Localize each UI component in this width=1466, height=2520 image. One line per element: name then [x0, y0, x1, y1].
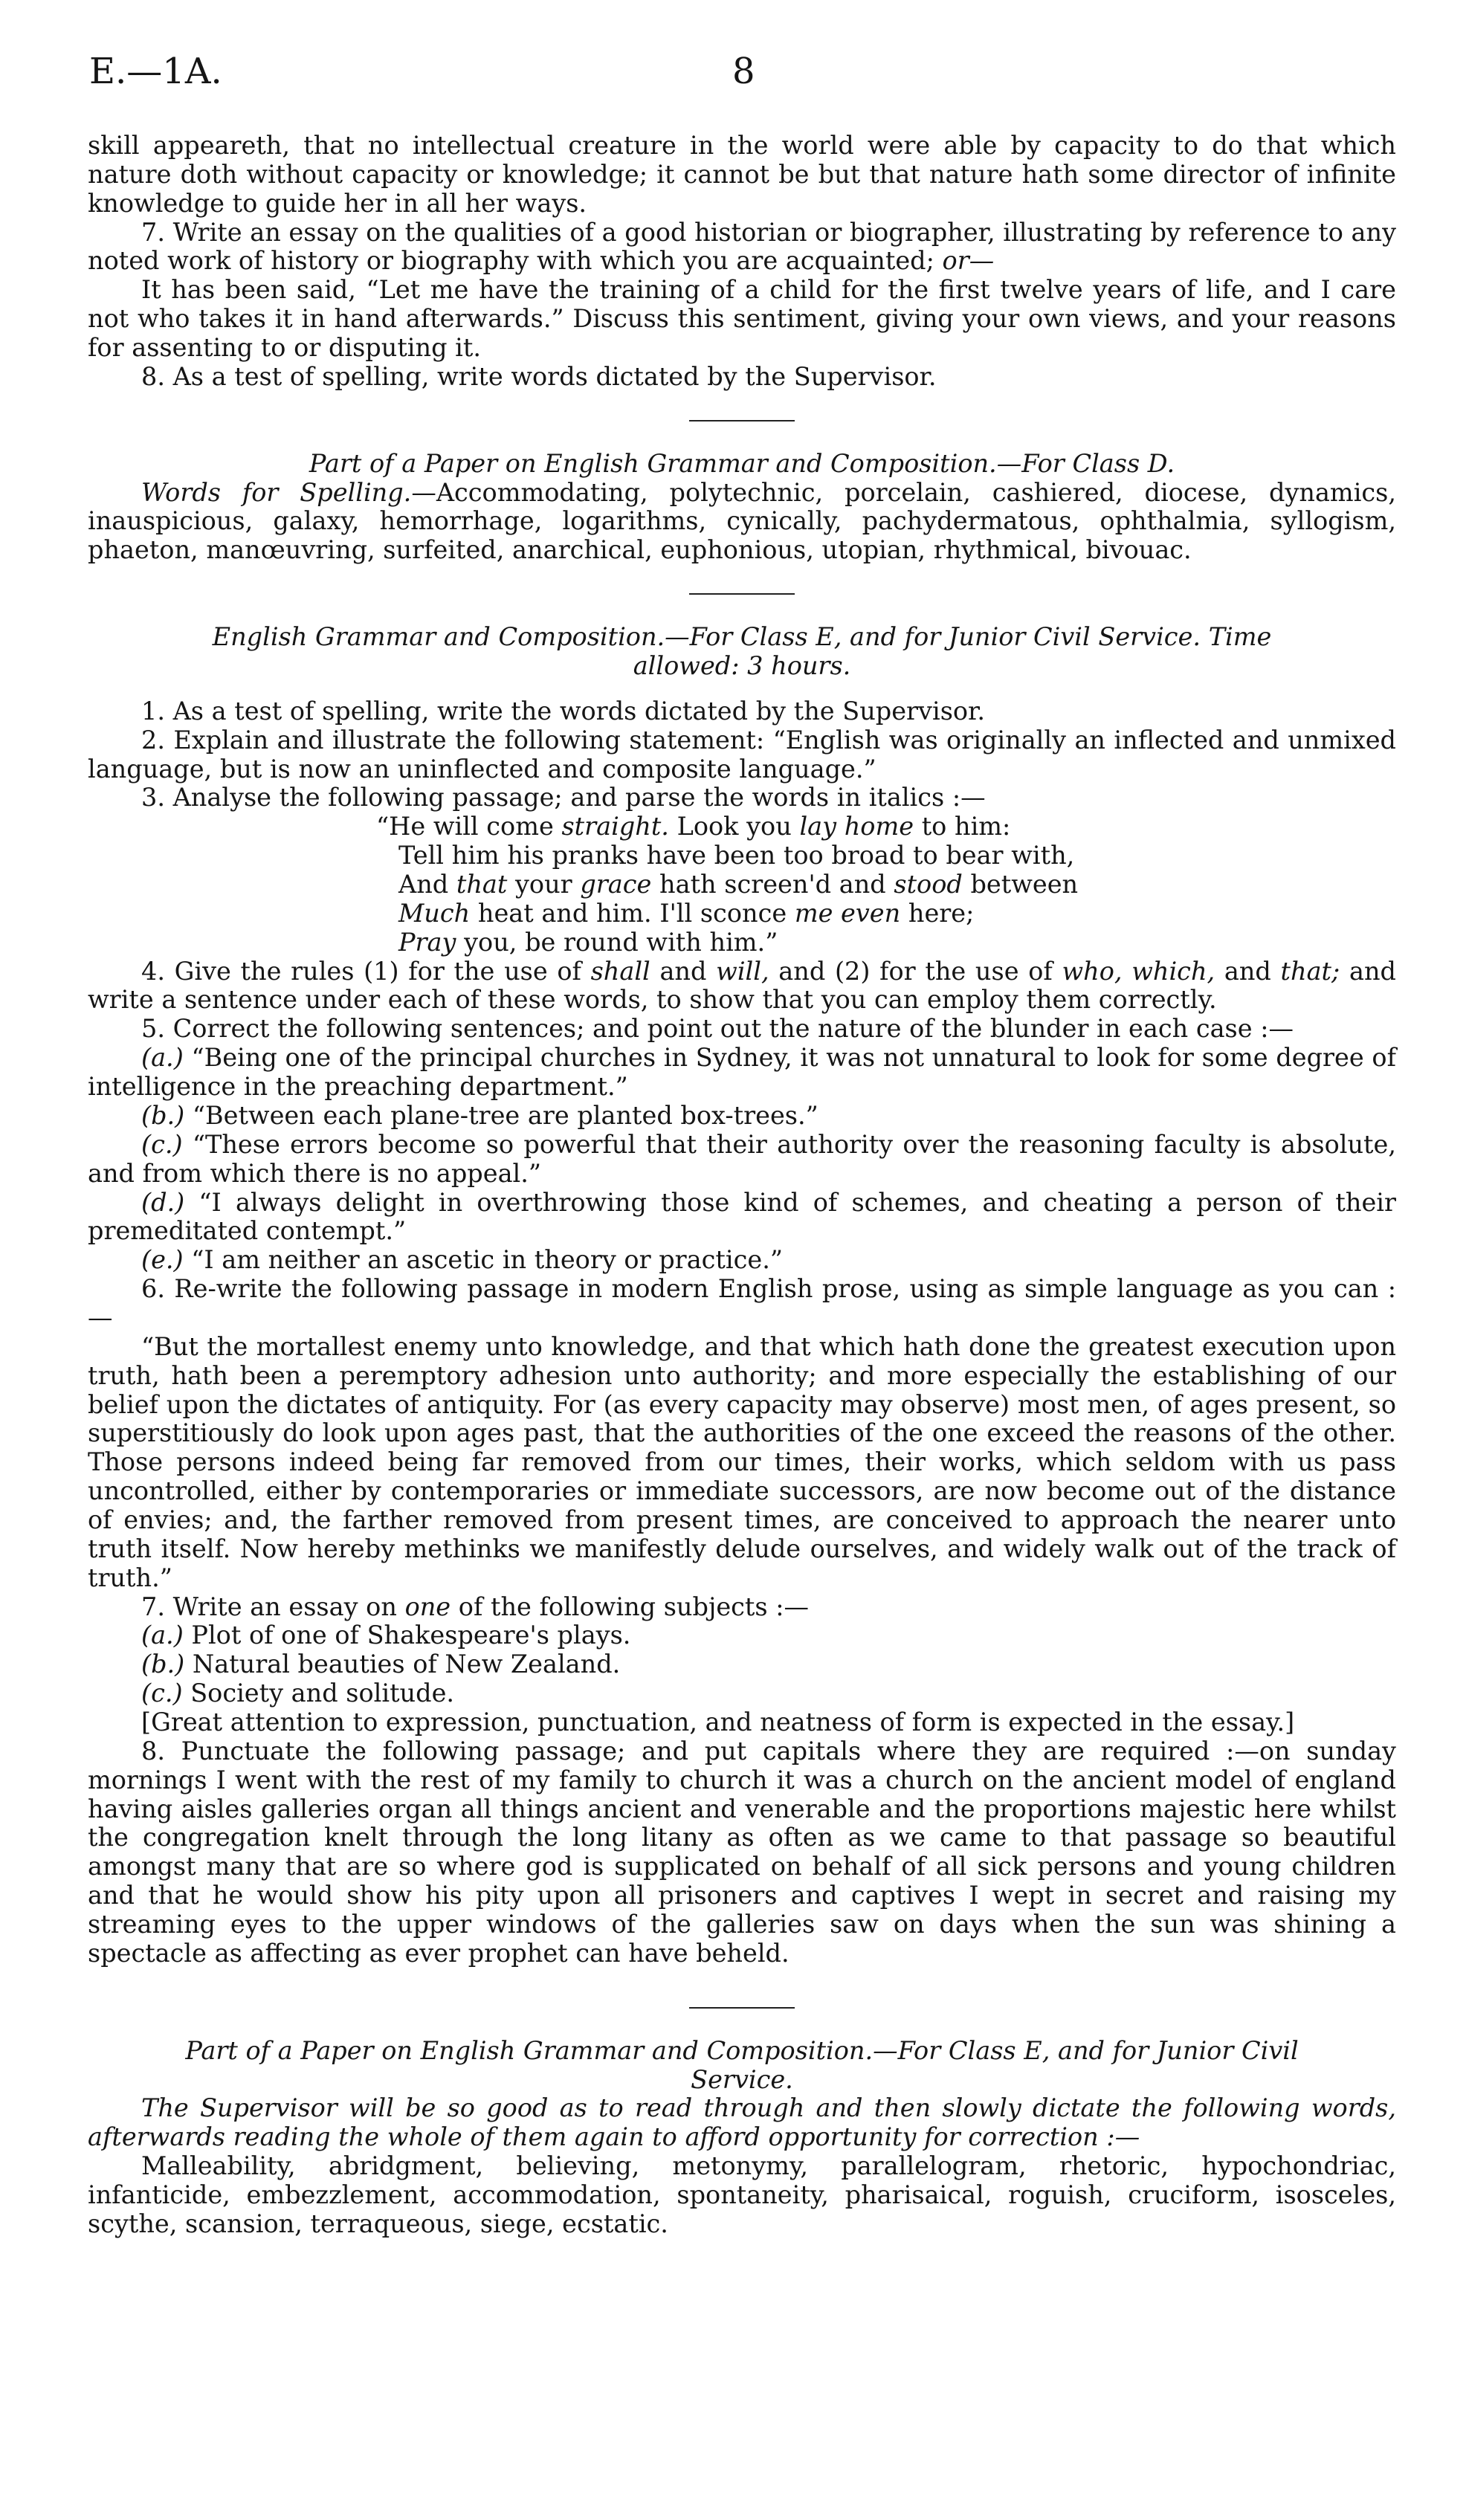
question-7-historian: 7. Write an essay on the qualities of a good historian or biographer, illustrating by reference to any noted work of history or biography with which you are acquainted; or—: [88, 217, 1396, 276]
question-8-spelling: 8. As a test of spelling, write words dictated by the Supervisor.: [141, 361, 937, 391]
poem-line: Much heat and him. I'll sconce me even here;: [398, 898, 975, 928]
question-5-item-b: (b.) “Between each plane-tree are planted box-trees.”: [141, 1100, 818, 1130]
class-d-spelling-words: Words for Spelling.—Accommodating, polytechnic, porcelain, cashiered, diocese, dynamics, inauspicious, galaxy, hemorrhage, logarithms, cynically, pachydermatous, ophthalmia, syllogism, phaeton, manœuvring, surfeited, anarchical, euphonious, utopian, rhythmical, bivouac.: [88, 477, 1397, 565]
poem-passage: [88, 812, 1396, 957]
class-e-question-2: 2. Explain and illustrate the following statement: “English was originally an inflected and unmixed language, but is now an uninflected and composite language.”: [88, 725, 1396, 784]
section-divider: [689, 593, 795, 595]
page-number: 8: [732, 51, 755, 92]
poem-line: “He will come straight. Look you lay home to him:: [376, 812, 1011, 841]
question-7-option-a: (a.) Plot of one of Shakespeare's plays.: [141, 1621, 631, 1650]
text-column: [88, 132, 1396, 2239]
class-e-dictation-title: Part of a Paper on English Grammar and Composition.—For Class E, and for Junior Civil Service.: [185, 2035, 1299, 2094]
class-e-question-5: 5. Correct the following sentences; and point out the nature of the blunder in each case :—: [141, 1014, 1294, 1044]
class-e-question-4: 4. Give the rules (1) for the use of shall and will, and (2) for the use of who, which, and that; and write a sentence under each of these words, to show that you can employ them correctly.: [88, 956, 1396, 1015]
class-e-question-8: 8. Punctuate the following passage; and put capitals where they are required :—on sunday mornings I went with the rest of my family to church it was a church on the ancient model of england having aisles galleries organ all things ancient and venerable and the proportions majestic here whilst the congregation knelt through the long litany as often as we came to that passage so beautiful amongst many that are so where god is supplicated on behalf of all sick persons and young children and that he would show his pity upon all prisoners and captives I wept in secret and raising my streaming eyes to the upper windows of the galleries saw on days when the sun was shining a spectacle as affecting as ever prophet can have beheld.: [88, 1736, 1396, 1968]
section-divider: [689, 2007, 795, 2009]
class-e-question-6: 6. Re-write the following passage in modern English prose, using as simple language as you can :—: [88, 1274, 1396, 1332]
section-divider: [689, 420, 795, 421]
spacer: [88, 681, 1396, 697]
class-e-title: English Grammar and Composition.—For Class E, and for Junior Civil Service. Time allowed: 3 hours.: [212, 622, 1272, 681]
continued-paragraph: skill appeareth, that no intellectual creature in the world were able by capacity to do that which nature doth without capacity or knowledge; it cannot be but that nature hath some director of infinite knowledge to guide her in all her ways.: [88, 131, 1396, 218]
poem-line: And that your grace hath screen'd and stood between: [398, 870, 1079, 899]
question-5-item-c: (c.) “These errors become so powerful that their authority over the reasoning faculty is absolute, and from which there is no appeal.”: [88, 1129, 1396, 1188]
question-6-passage: “But the mortallest enemy unto knowledge, and that which hath done the greatest execution upon truth, hath been a peremptory adhesion unto authority; and more especially the establishing of our belief upon the dictates of antiquity. For (as every capacity may observe) most men, of ages present, so superstitiously do look upon ages past, that the authorities of the one exceed the reasons of the other. Those persons indeed being far removed from our times, their works, which seldom with us pass uncontrolled, either by contemporaries or immediate successors, are now become out of the distance of envies; and, the farther removed from present times, are conceived to approach the nearer unto truth itself. Now hereby methinks we manifestly delude ourselves, and widely walk out of the track of truth.”: [88, 1331, 1396, 1592]
poem-line: Tell him his pranks have been too broad to bear with,: [398, 841, 1075, 870]
poem-line: Pray you, be round with him.”: [398, 927, 778, 957]
class-e-question-1: 1. As a test of spelling, write the words dictated by the Supervisor.: [141, 696, 986, 726]
class-d-title: Part of a Paper on English Grammar and Composition.—For Class D.: [309, 448, 1175, 478]
document-reference: E.—1A.: [89, 51, 222, 92]
class-e-question-7: 7. Write an essay on one of the following subjects :—: [141, 1592, 810, 1621]
question-7-option-b: (b.) Natural beauties of New Zealand.: [141, 1650, 621, 1679]
question-5-item-e: (e.) “I am neither an ascetic in theory or practice.”: [141, 1245, 783, 1275]
question-7-note: [Great attention to expression, punctuation, and neatness of form is expected in the essay.]: [141, 1707, 1295, 1736]
dictation-instruction: The Supervisor will be so good as to read through and then slowly dictate the following words, afterwards reading the whole of them again to afford opportunity for correction :—: [88, 2093, 1396, 2152]
question-5-item-d: (d.) “I always delight in overthrowing those kind of schemes, and cheating a person of their premeditated contempt.”: [88, 1187, 1396, 1246]
question-5-item-a: (a.) “Being one of the principal churches in Sydney, it was not unnatural to look for some degree of intelligence in the preaching department.”: [88, 1043, 1396, 1102]
question-7-option-c: (c.) Society and solitude.: [141, 1679, 455, 1708]
dictation-words: Malleability, abridgment, believing, metonymy, parallelogram, rhetoric, hypochondriac, infanticide, embezzlement, accommodation, spontaneity, pharisaical, roguish, cruciform, isosceles, scythe, scansion, terraqueous, siege, ecstatic.: [88, 2151, 1396, 2238]
class-e-question-3: 3. Analyse the following passage; and parse the words in italics :—: [141, 783, 986, 812]
question-7-alternative: It has been said, “Let me have the training of a child for the first twelve years of life, and I care not who takes it in hand afterwards.” Discuss this sentiment, giving your own views, and your reasons for assenting to or disputing it.: [88, 275, 1396, 363]
